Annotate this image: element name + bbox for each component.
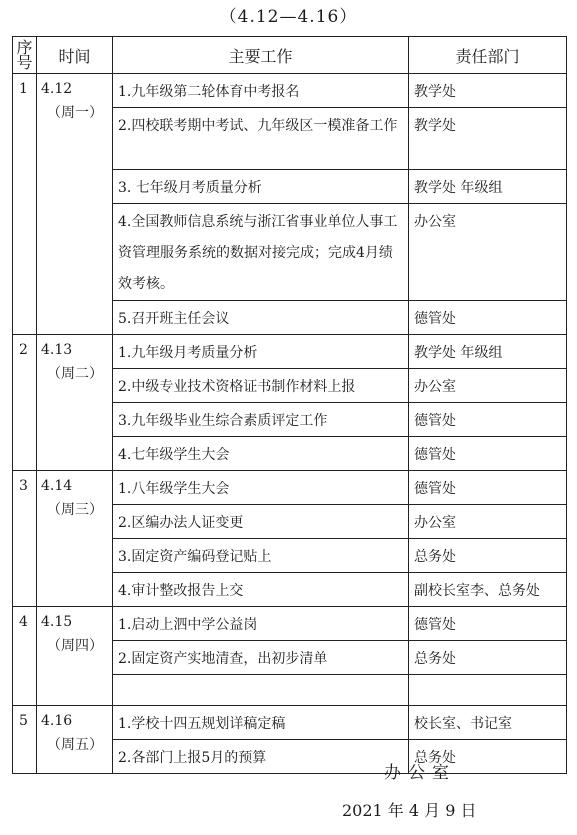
- weekday-text: （周五）: [47, 737, 103, 753]
- dept-text: 总务处: [414, 549, 456, 565]
- day-number: [13, 471, 37, 607]
- weekday-text: （周三）: [47, 502, 103, 518]
- day-date: [37, 706, 113, 774]
- day-date: [37, 74, 113, 335]
- dept-text: 教学处: [414, 118, 456, 134]
- dept-cell: [409, 74, 567, 108]
- task-cell: [113, 204, 409, 301]
- task-text: 1.九年级第二轮体育中考报名: [118, 84, 300, 100]
- dept-text: 教学处 年级组: [414, 180, 503, 196]
- dept-text: 办公室: [414, 379, 456, 395]
- dept-cell: [409, 170, 567, 204]
- task-cell: [113, 706, 409, 740]
- day-number-text: 4: [19, 614, 28, 630]
- task-text: 2.区编办法人证变更: [118, 515, 244, 531]
- dept-cell: [409, 108, 567, 170]
- task-text: 2.各部门上报5月的预算: [118, 750, 267, 766]
- task-text: 4.全国教师信息系统与浙江省事业单位人事工资管理服务系统的数据对接完成；完成4月绩效考核。: [118, 214, 398, 292]
- task-text: 2.四校联考期中考试、九年级区一模准备工作: [118, 118, 398, 134]
- task-text: 1.八年级学生大会: [118, 481, 230, 497]
- dept-text: 办公室: [414, 515, 456, 531]
- task-text: 1.学校十四五规划详稿定稿: [118, 716, 286, 732]
- day-date: [37, 607, 113, 706]
- task-text: 5.召开班主任会议: [118, 311, 230, 327]
- dept-text: 副校长室李、总务处: [414, 583, 540, 599]
- task-cell: [113, 335, 409, 369]
- task-text: 3. 七年级月考质量分析: [118, 180, 262, 196]
- task-cell: [113, 471, 409, 505]
- dept-text: 德管处: [414, 311, 456, 327]
- weekday-text: （周一）: [47, 105, 103, 121]
- task-cell: [113, 641, 409, 675]
- header-dept: 责任部门: [409, 37, 567, 74]
- day-date: [37, 335, 113, 471]
- task-text: 3.固定资产编码登记贴上: [118, 549, 272, 565]
- day-number-text: 1: [19, 81, 28, 97]
- dept-text: 德管处: [414, 413, 456, 429]
- dept-cell: [409, 471, 567, 505]
- dept-cell: [409, 573, 567, 607]
- dept-cell: [409, 204, 567, 301]
- task-cell: [113, 573, 409, 607]
- header-time: 时间: [37, 37, 113, 74]
- task-text: [113, 675, 408, 678]
- header-no: 序号: [13, 37, 37, 74]
- date-text: 4.16: [41, 713, 73, 729]
- dept-cell: [409, 505, 567, 539]
- dept-cell: [409, 335, 567, 369]
- task-text: 1.启动上泗中学公益岗: [118, 617, 258, 633]
- dept-cell: [409, 539, 567, 573]
- task-cell: [113, 403, 409, 437]
- dept-cell: [409, 706, 567, 740]
- dept-cell: [409, 437, 567, 471]
- task-text: 3.九年级毕业生综合素质评定工作: [118, 413, 328, 429]
- table-row: [13, 706, 567, 740]
- dept-cell: [409, 607, 567, 641]
- dept-text: 教学处 年级组: [414, 345, 503, 361]
- dept-text: 总务处: [414, 750, 456, 766]
- task-cell: [113, 740, 409, 774]
- day-number: [13, 335, 37, 471]
- date-text: 4.12: [41, 81, 73, 97]
- table-row: [13, 607, 567, 641]
- task-text: 2.中级专业技术资格证书制作材料上报: [118, 379, 356, 395]
- table-row: [13, 74, 567, 108]
- office-signature: 办公室: [384, 763, 456, 783]
- task-cell: [113, 539, 409, 573]
- dept-cell: [409, 403, 567, 437]
- weekday-text: （周四）: [47, 638, 103, 654]
- day-number-text: 3: [19, 478, 28, 494]
- task-cell: [113, 108, 409, 170]
- page-title: （4.12—4.16）: [219, 7, 358, 27]
- task-text: 1.九年级月考质量分析: [118, 345, 258, 361]
- date-text: 4.13: [41, 342, 73, 358]
- dept-cell: [409, 301, 567, 335]
- day-number: [13, 706, 37, 774]
- task-cell: [113, 369, 409, 403]
- task-text: 4.审计整改报告上交: [118, 583, 244, 599]
- date-text: 4.15: [41, 614, 73, 630]
- day-number: [13, 607, 37, 706]
- day-number-text: 2: [19, 342, 28, 358]
- dept-text: 德管处: [414, 447, 456, 463]
- header-task: 主要工作: [113, 37, 409, 74]
- task-cell: [113, 607, 409, 641]
- dept-text: 校长室、书记室: [414, 716, 512, 732]
- date-text: 4.14: [41, 478, 73, 494]
- issue-date: 2021 年 4 月 9 日: [342, 801, 477, 820]
- dept-text: 总务处: [414, 651, 456, 667]
- task-cell: [113, 74, 409, 108]
- table-row: [13, 335, 567, 369]
- dept-cell: [409, 641, 567, 675]
- dept-cell: [409, 369, 567, 403]
- task-cell: [113, 505, 409, 539]
- day-number: [13, 74, 37, 335]
- day-number-text: 5: [19, 713, 28, 729]
- task-text: 2.固定资产实地清查，出初步清单: [118, 651, 328, 667]
- day-date: [37, 471, 113, 607]
- weekday-text: （周二）: [47, 366, 103, 382]
- dept-text: 德管处: [414, 481, 456, 497]
- dept-text: 办公室: [414, 214, 456, 230]
- task-cell: [113, 170, 409, 204]
- schedule-body: [13, 74, 567, 774]
- schedule-table: [12, 36, 567, 774]
- dept-text: 教学处: [414, 84, 456, 100]
- table-row: [13, 471, 567, 505]
- dept-text: [409, 675, 566, 678]
- dept-text: 德管处: [414, 617, 456, 633]
- task-text: 4.七年级学生大会: [118, 447, 230, 463]
- task-cell: [113, 437, 409, 471]
- task-cell: [113, 301, 409, 335]
- dept-cell: [409, 675, 567, 706]
- table-header-row: [13, 37, 567, 74]
- task-cell: [113, 675, 409, 706]
